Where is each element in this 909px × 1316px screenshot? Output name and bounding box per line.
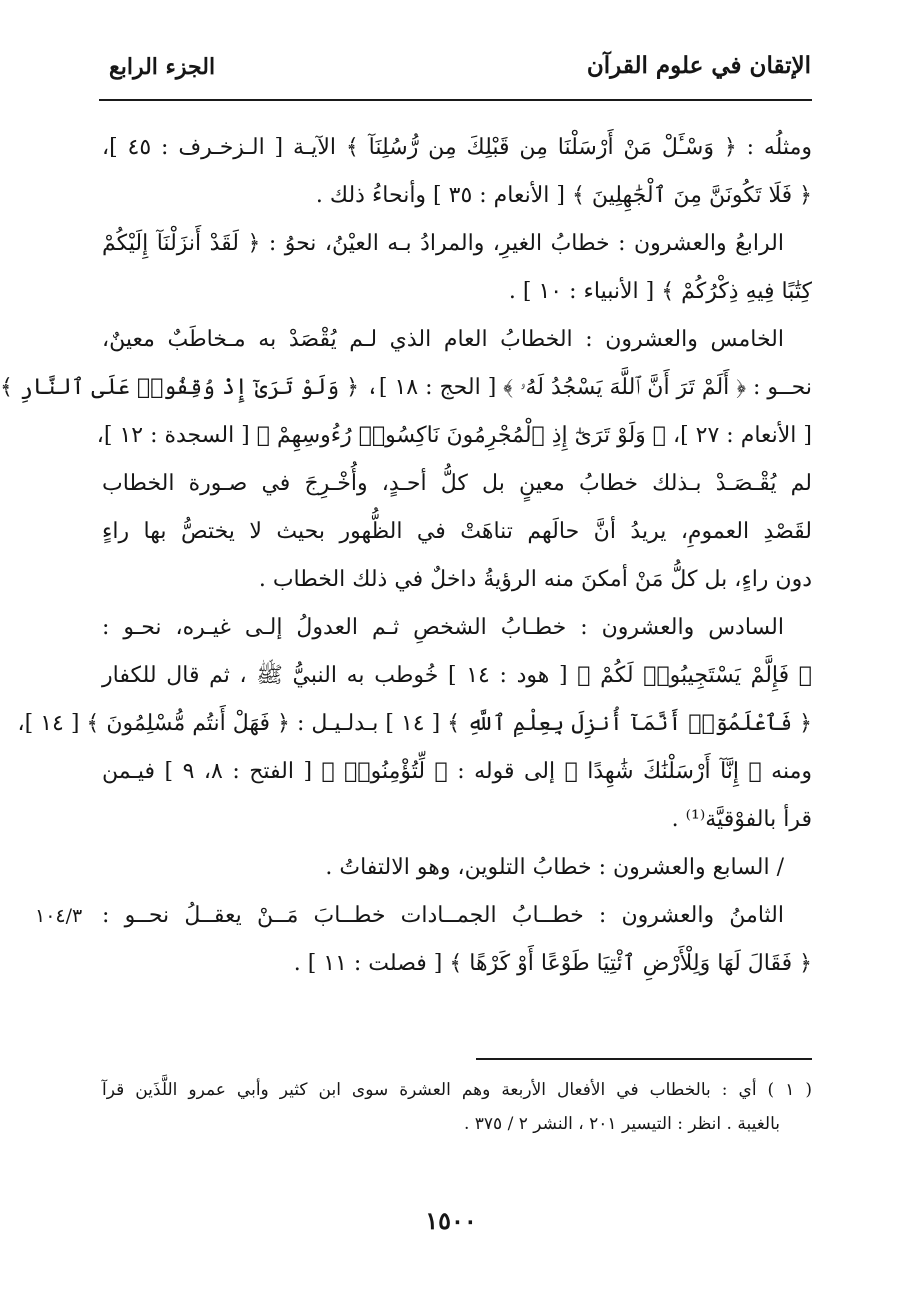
footnote xyxy=(102,1073,812,1141)
text-line: ﴿ فَٱعْلَمُوٓا۟ أَنَّمَآ أُنزِلَ بِعِلْمِ ٱللَّهِ ﴾ [ ١٤ ] بـدلـيـل : ﴿ فَهَلْ أَنتُم مُّسْلِمُونَ ﴾ [ ١٤ ]، xyxy=(17,711,812,736)
text-line: الثامنُ والعشرون : خطــابُ الجمــادات خطــابَ مَــنْ يعقــلُ نحــو : xyxy=(102,903,784,928)
text-line: لقَصْدِ العمومِ، يريدُ أنَّ حالَهم تناهَتْ في الظُّهور بحيث لا يختصُّ بها راءٍ xyxy=(102,519,812,544)
page-number: ١٥٠٠ xyxy=(425,1206,477,1235)
text-line: قرأ بالفوْقيَّة⁽¹⁾ . xyxy=(671,807,812,832)
text-line: كِتَٰبًا فِيهِ ذِكْرُكُمْ ﴾ [ الأنبياء : ١٠ ] . xyxy=(508,279,812,304)
footnote-line: بالغيبة . انظر : التيسير ٢٠١ ، النشر ٢ / ٣٧٥ . xyxy=(463,1114,780,1134)
text-line: ﴿ فَقَالَ لَهَا وَلِلْأَرْضِ ٱئْتِيَا طَوْعًا أَوْ كَرْهًا ﴾ [ فصلت : ١١ ] . xyxy=(293,951,812,976)
running-head-book-title: الإتقان في علوم القرآن xyxy=(586,52,811,79)
text-line: [ الأنعام : ٢٧ ]، ﴿ وَلَوْ تَرَىٰٓ إِذِ ٱلْمُجْرِمُونَ نَاكِسُوا۟ رُءُوسِهِمْ ﴾ [ السجدة : ١٢ ]، xyxy=(96,423,812,448)
text-line: دون راءٍ، بل كلُّ مَنْ أمكنَ منه الرؤيةُ داخلٌ في ذلك الخطاب . xyxy=(258,567,812,592)
text-line: / السابع والعشرون : خطابُ التلوين، وهو الالتفاتُ . xyxy=(325,855,784,880)
text-line: الخامس والعشرون : الخطابُ العام الذي لـم يُقْصَدْ به مـخاطَبٌ معينٌ، xyxy=(102,327,784,352)
footnote-line: ( ١ ) أي : بالخطاب في الأفعال الأربعة وهم العشرة سوى ابن كثير وأبي عمرو اللَّذَين قرآ xyxy=(102,1080,812,1100)
text-line: الرابعُ والعشرون : خطابُ الغيرِ، والمرادُ بـه العيْنُ، نحوُ : ﴿ لَقَدْ أَنزَلْنَآ إِلَيْكُمْ xyxy=(102,231,784,256)
text-line: نحــو : ﴿ أَلَمْ تَرَ أَنَّ ٱللَّهَ يَسْجُدُ لَهُۥ ﴾ [ الحج : ١٨ ]، ﴿ وَلَوْ تَرَىٰٓ إِذْ وُقِفُوا۟ عَلَى ٱلنَّارِ ﴾ xyxy=(0,375,812,400)
running-head-part: الجزء الرابع xyxy=(109,54,216,80)
footnote-rule xyxy=(476,1058,812,1060)
text-line: ومنه ﴿ إِنَّآ أَرْسَلْنَٰكَ شَٰهِدًا ﴾ إلى قوله : ﴿ لِّتُؤْمِنُوا۟ ﴾ [ الفتح : ٨، ٩ ] فيـمن xyxy=(102,759,813,784)
text-line: ﴿ فَإِلَّمْ يَسْتَجِيبُوا۟ لَكُمْ ﴾ [ هود : ١٤ ] خُوطب به النبيُّ ﷺ ، ثم قال للكفار xyxy=(102,663,812,688)
text-line: ومثلُه : ﴿ وَسْـَٔلْ مَنْ أَرْسَلْنَا مِن قَبْلِكَ مِن رُّسُلِنَآ ﴾ الآيـة [ الـزخـرف : ٤٥ ]، xyxy=(102,135,812,160)
text-line: ﴿ فَلَا تَكُونَنَّ مِنَ ٱلْجَٰهِلِينَ ﴾ [ الأنعام : ٣٥ ] وأنحاءُ ذلك . xyxy=(315,183,812,208)
header-rule xyxy=(99,99,812,101)
text-line: لم يُقْـصَـدْ بـذلك خطابُ معينٍ بل كلُّ أحـدٍ، وأُخْـرِجَ في صـورة الخطاب xyxy=(102,471,812,496)
text-line: السادس والعشرون : خطـابُ الشخصِ ثـم العدولُ إلـى غيـره، نحـو : xyxy=(102,615,784,640)
margin-folio-reference: ١٠٤/٣ xyxy=(35,905,83,927)
